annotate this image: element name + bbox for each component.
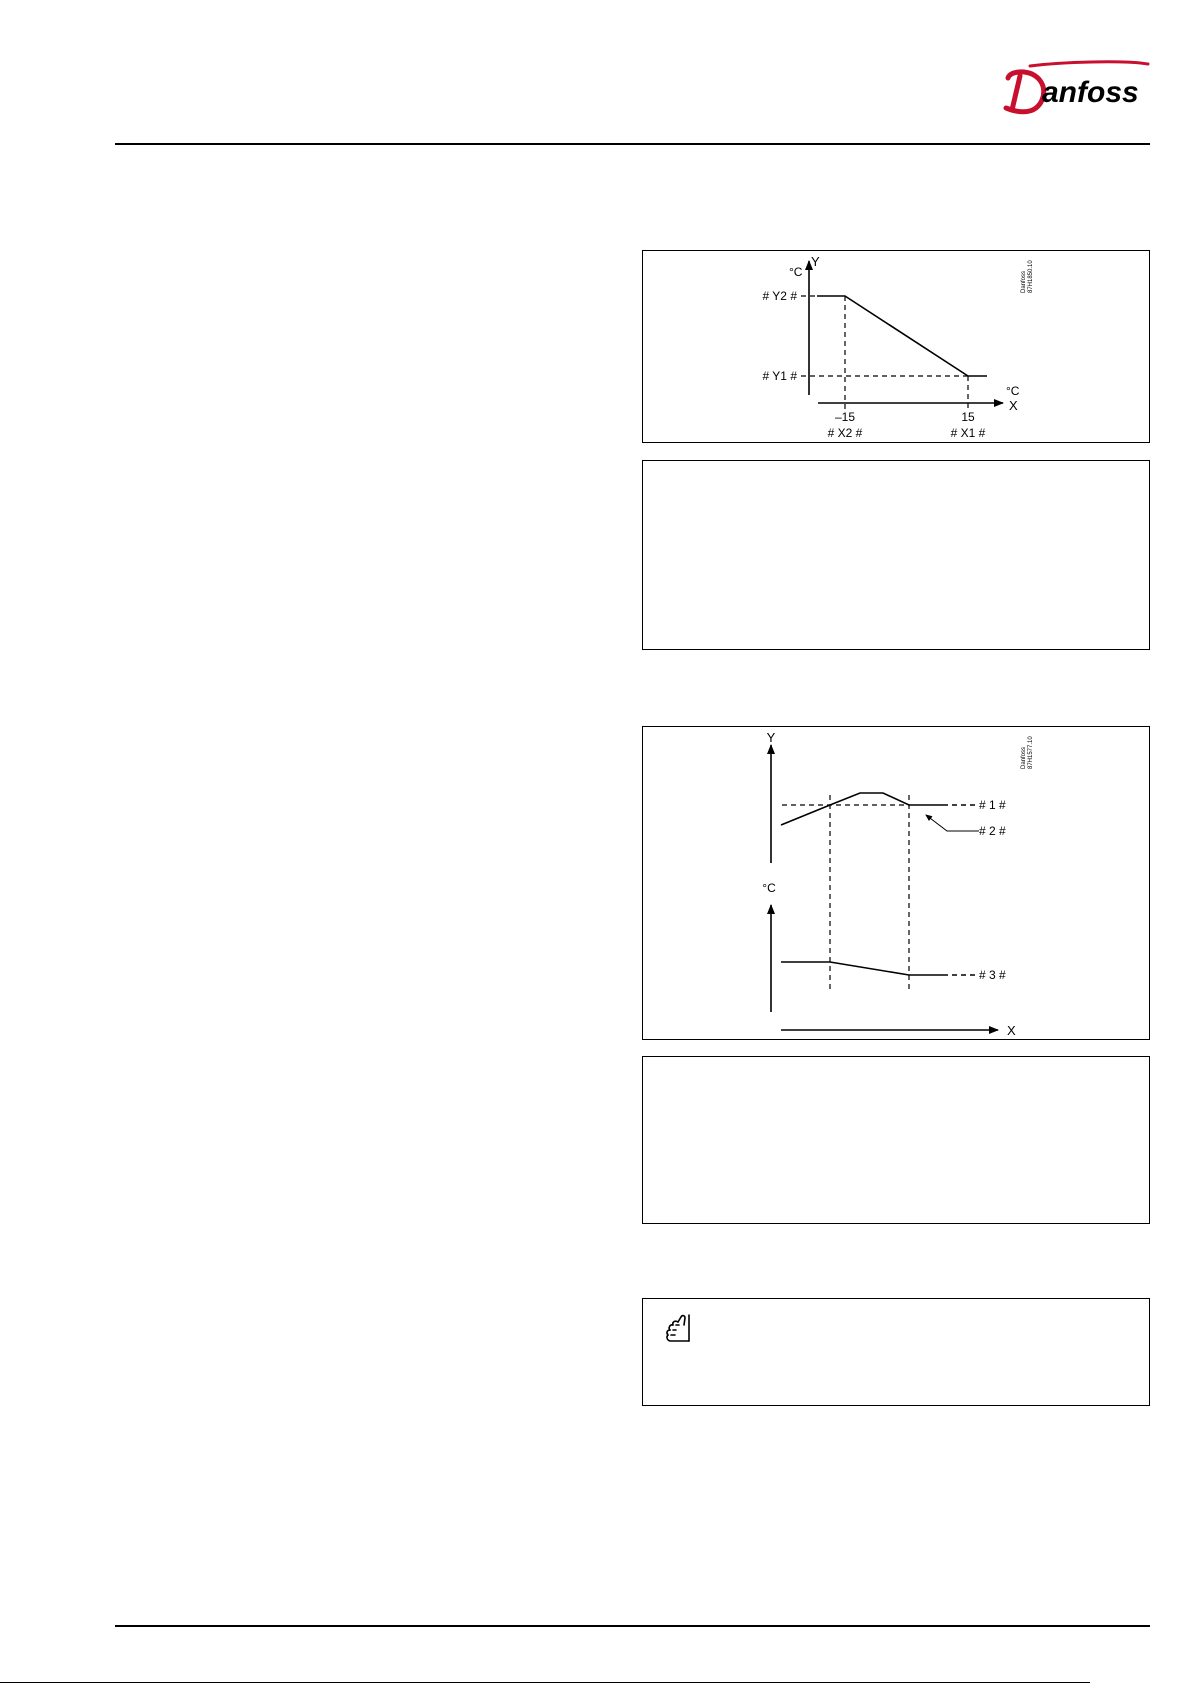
fig1-x2-label: # X2 # bbox=[827, 426, 863, 440]
fig1-x1-tick: 15 bbox=[961, 410, 975, 424]
fig1-y1-label: # Y1 # bbox=[762, 369, 797, 383]
fig1-y-unit-label: °C bbox=[789, 265, 803, 279]
header-rule bbox=[115, 143, 1150, 145]
fig2-lower-curve bbox=[781, 962, 943, 975]
fig2-x-axis-label: X bbox=[1007, 1023, 1016, 1038]
figure-2-box bbox=[642, 726, 1150, 1040]
fig2-code-brand: Danfoss bbox=[1021, 746, 1027, 769]
bottom-rule bbox=[0, 1682, 1090, 1683]
fig1-y-axis-label: Y bbox=[811, 254, 820, 269]
figure-2-diagram bbox=[643, 727, 1151, 1041]
fig2-code-number: 87H1577.10 bbox=[1028, 736, 1034, 769]
fig1-x-axis-label: X bbox=[1009, 398, 1018, 413]
fig2-y-axis-label: Y bbox=[766, 730, 776, 745]
note-box bbox=[642, 1298, 1150, 1406]
figure-1-diagram bbox=[643, 251, 1151, 444]
fig2-label-2: # 2 # bbox=[979, 824, 1006, 838]
text-box-2 bbox=[642, 1056, 1150, 1224]
fig1-x2-tick: –15 bbox=[834, 410, 856, 424]
logo-text: anfoss bbox=[1042, 76, 1139, 109]
fig2-label-3: # 3 # bbox=[979, 968, 1006, 982]
text-box-1 bbox=[642, 460, 1150, 650]
fig1-code-brand: Danfoss bbox=[1021, 270, 1027, 293]
fig1-y2-label: # Y2 # bbox=[762, 289, 797, 303]
fig1-x1-label: # X1 # bbox=[950, 426, 986, 440]
fig2-leader-2 bbox=[926, 815, 979, 831]
fig1-x-unit-label: °C bbox=[1006, 384, 1020, 398]
fig1-code-number: 87H1850.10 bbox=[1028, 260, 1034, 293]
fig2-upper-curve bbox=[781, 793, 943, 825]
danfoss-logo bbox=[1002, 58, 1150, 122]
footer-rule bbox=[115, 1625, 1150, 1627]
figure-1-box bbox=[642, 250, 1150, 443]
fig1-heat-curve bbox=[817, 296, 987, 376]
pointing-hand-icon bbox=[661, 1311, 701, 1351]
fig2-unit-label: °C bbox=[762, 881, 776, 895]
fig2-label-1: # 1 # bbox=[979, 798, 1006, 812]
